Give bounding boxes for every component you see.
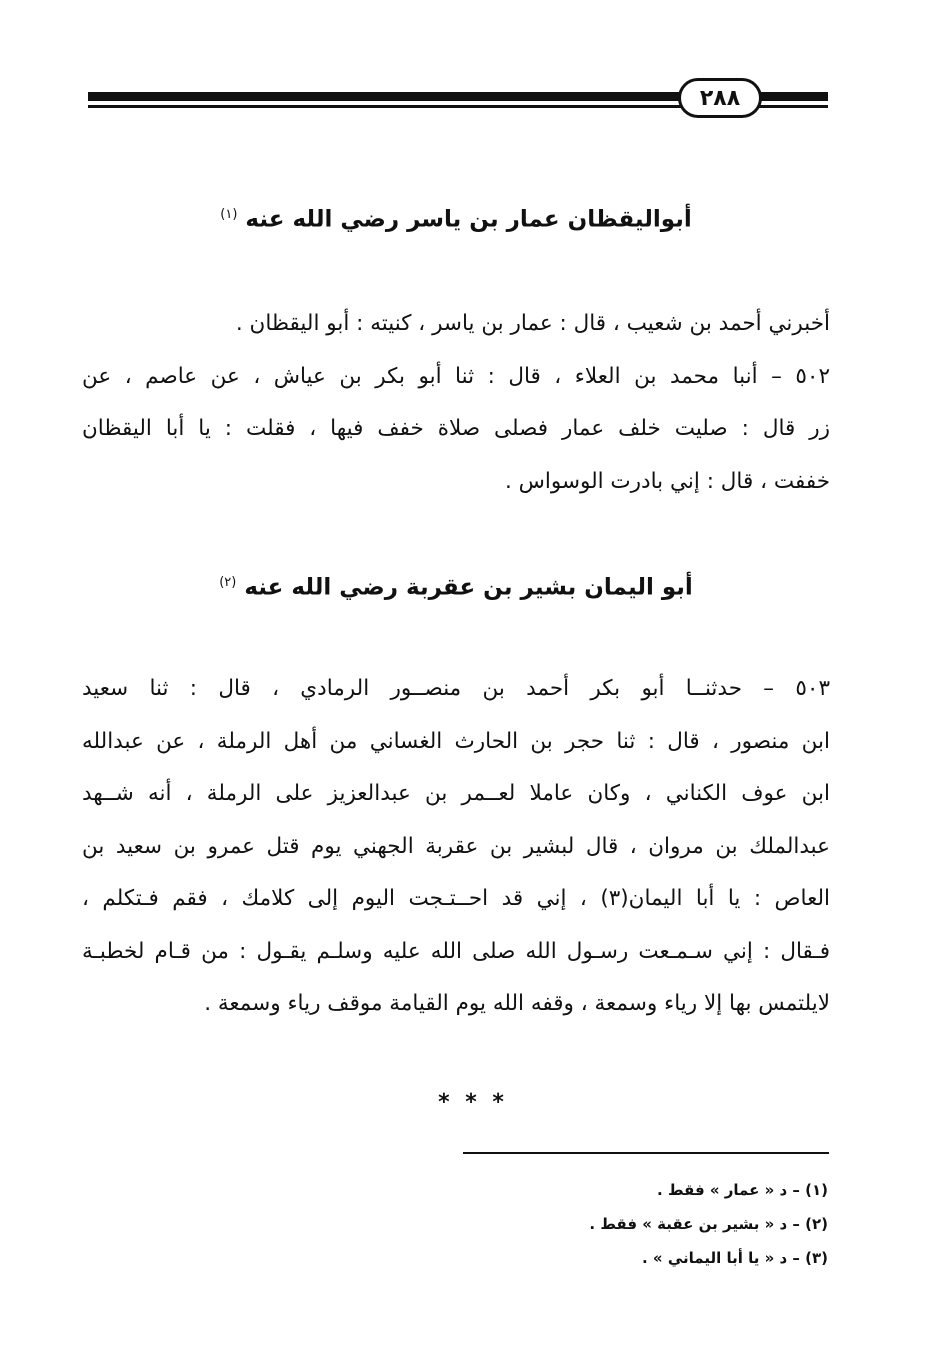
text-line: عبدالملك بن مروان ، قال لبشير بن عقربة الجهني يوم قتل عمرو بن سعيد بن (82, 833, 830, 859)
section-2-footnote-ref: (٢) (219, 575, 237, 590)
text-line: ٥٠٢ – أنبا محمد بن العلاء ، قال : ثنا أبو بكر بن عياش ، عن عاصم ، عن (82, 363, 830, 389)
text-line: فـقال : إني سـمـعت رسـول الله صلى الله عليه وسلـم يقـول : من قـام لخطبـة (82, 938, 830, 964)
text-line: ابن عوف الكناني ، وكان عاملا لعــمر بن عبدالعزيز على الرملة ، أنه شــهد (82, 781, 830, 806)
section-1-heading (82, 195, 830, 240)
footnotes (589, 1173, 828, 1275)
section-2-title: أبو اليمان بشير بن عقربة رضي الله عنه (244, 574, 693, 601)
page-header (88, 78, 828, 122)
text-line: ٥٠٣ – حدثنــا أبو بكر أحمد بن منصــور الرمادي ، قال : ثنا سعيد (82, 676, 830, 701)
section-1-title: أبواليقظان عمار بن ياسر رضي الله عنه (245, 206, 692, 233)
section-2-heading (82, 563, 830, 608)
footnote-rule (463, 1152, 829, 1154)
section-separator: * * * (438, 1090, 508, 1115)
text-line: زر قال : صليت خلف عمار فصلى صلاة خفف فيها ، فقلت : يا أبا اليقظان (82, 416, 830, 441)
text-line: أخبرني أحمد بن شعيب ، قال : عمار بن ياسر ، كنيته : أبو اليقظان . (235, 311, 830, 336)
page-number: ٢٨٨ (678, 78, 762, 118)
section-1-text (82, 298, 830, 508)
footnote-item: (١) – د « عمار » فقط . (657, 1181, 828, 1199)
text-line: ابن منصور ، قال : ثنا حجر بن الحارث الغساني من أهل الرملة ، عن عبدالله (82, 728, 830, 754)
text-line: لايلتمس بها إلا رياء وسمعة ، وقفه الله يوم القيامة موقف رياء وسمعة . (204, 991, 830, 1016)
footnote-item: (٣) – د « يا أبا اليماني » . (642, 1249, 828, 1267)
text-line: العاص : يا أبا اليمان(٣) ، إني قد احــتـجت اليوم إلى كلامك ، فقم فـتكلم ، (82, 886, 830, 911)
footnote-item: (٢) – د « بشير بن عقبة » فقط . (589, 1215, 828, 1233)
text-line: خففت ، قال : إني بادرت الوسواس . (504, 468, 830, 494)
section-1-footnote-ref: (١) (220, 207, 238, 222)
section-2-text (82, 663, 830, 1031)
